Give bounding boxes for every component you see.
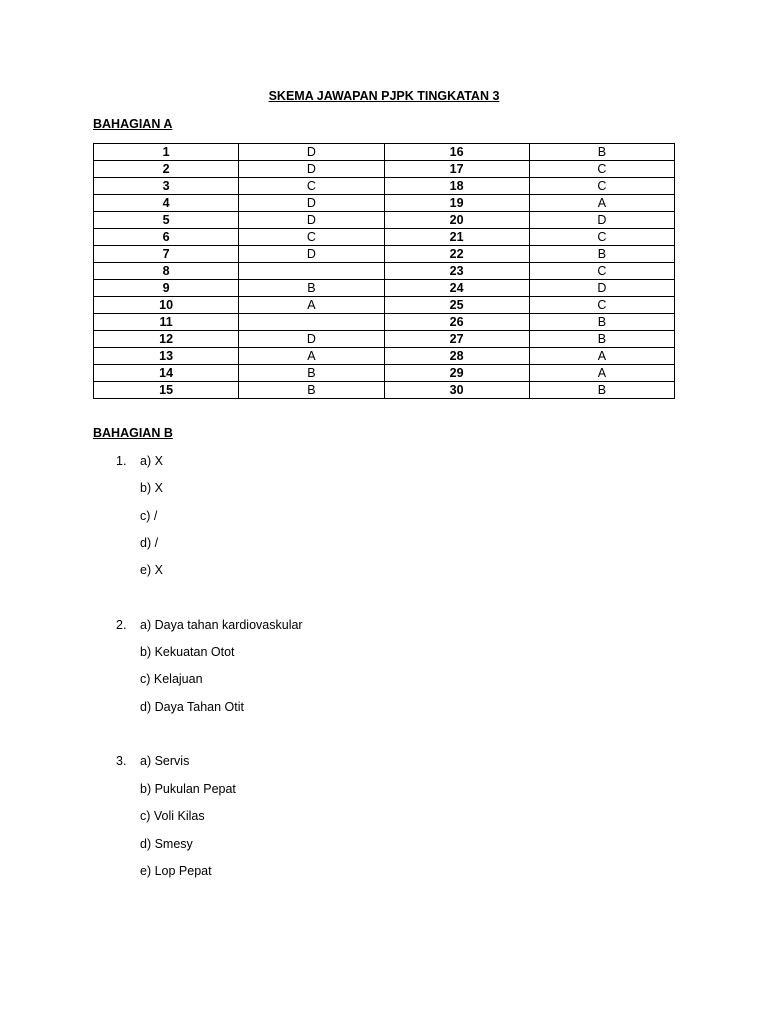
table-row	[94, 195, 675, 212]
question-number-cell: 7	[94, 246, 239, 263]
question-number-cell: 1	[94, 144, 239, 161]
answer-cell: D	[239, 195, 384, 212]
answer-item: c) /	[140, 509, 158, 523]
question-number-cell: 6	[94, 229, 239, 246]
page-title: SKEMA JAWAPAN PJPK TINGKATAN 3	[268, 89, 500, 103]
answer-item: b) X	[140, 481, 163, 495]
table-row	[94, 314, 675, 331]
question-number-cell: 30	[384, 382, 529, 399]
question-number-cell: 16	[384, 144, 529, 161]
answer-cell: A	[239, 348, 384, 365]
answer-cell: B	[529, 331, 674, 348]
answer-item: a) Daya tahan kardiovaskular	[140, 618, 303, 632]
answer-item: e) Lop Pepat	[140, 864, 212, 878]
answer-cell: D	[529, 212, 674, 229]
answer-cell: B	[239, 382, 384, 399]
answer-cell: A	[239, 297, 384, 314]
table-row	[94, 365, 675, 382]
table-row	[94, 229, 675, 246]
answer-cell: B	[529, 314, 674, 331]
answer-item: c) Voli Kilas	[140, 809, 205, 823]
question-number-cell: 4	[94, 195, 239, 212]
answer-item: a) X	[140, 454, 163, 468]
question-number-cell: 11	[94, 314, 239, 331]
answer-cell: A	[529, 348, 674, 365]
answer-cell: D	[239, 144, 384, 161]
table-row	[94, 161, 675, 178]
answer-item: b) Kekuatan Otot	[140, 645, 235, 659]
question-number-cell: 27	[384, 331, 529, 348]
table-row	[94, 331, 675, 348]
question-number-cell: 3	[94, 178, 239, 195]
table-row	[94, 212, 675, 229]
table-row	[94, 178, 675, 195]
answer-cell: A	[529, 365, 674, 382]
answer-cell: B	[529, 144, 674, 161]
table-row	[94, 382, 675, 399]
answer-key-table	[93, 143, 675, 399]
question-number-cell: 15	[94, 382, 239, 399]
answer-item: d) /	[140, 536, 159, 550]
question-number-cell: 8	[94, 263, 239, 280]
answer-item: d) Daya Tahan Otit	[140, 700, 244, 714]
question-number-cell: 29	[384, 365, 529, 382]
answer-cell: B	[239, 280, 384, 297]
section-b-heading: BAHAGIAN B	[93, 426, 173, 440]
answer-cell: A	[529, 195, 674, 212]
question-number-cell: 18	[384, 178, 529, 195]
question-number-cell: 21	[384, 229, 529, 246]
question-number-cell: 28	[384, 348, 529, 365]
answer-cell: C	[529, 229, 674, 246]
answer-cell: D	[239, 161, 384, 178]
question-number-cell: 23	[384, 263, 529, 280]
answer-cell: C	[529, 297, 674, 314]
table-row	[94, 348, 675, 365]
question-number: 2.	[116, 618, 127, 632]
question-number: 1.	[116, 454, 127, 468]
answer-cell: B	[529, 382, 674, 399]
question-number-cell: 5	[94, 212, 239, 229]
answer-cell: C	[529, 161, 674, 178]
question-number-cell: 12	[94, 331, 239, 348]
answer-cell: D	[239, 246, 384, 263]
question-number-cell: 14	[94, 365, 239, 382]
answer-item: a) Servis	[140, 754, 190, 768]
question-number-cell: 20	[384, 212, 529, 229]
question-number-cell: 26	[384, 314, 529, 331]
question-number-cell: 25	[384, 297, 529, 314]
answer-cell: C	[529, 178, 674, 195]
table-row	[94, 246, 675, 263]
answer-item: b) Pukulan Pepat	[140, 782, 236, 796]
question-number-cell: 9	[94, 280, 239, 297]
table-row	[94, 280, 675, 297]
answer-cell: B	[239, 365, 384, 382]
question-number-cell: 22	[384, 246, 529, 263]
question-number-cell: 19	[384, 195, 529, 212]
question-number-cell: 24	[384, 280, 529, 297]
answer-cell: C	[239, 229, 384, 246]
table-row	[94, 297, 675, 314]
answer-cell	[239, 263, 384, 280]
answer-cell: D	[239, 212, 384, 229]
answer-cell	[239, 314, 384, 331]
question-number-cell: 13	[94, 348, 239, 365]
section-a-heading: BAHAGIAN A	[93, 117, 173, 131]
table-row	[94, 263, 675, 280]
answer-cell: D	[529, 280, 674, 297]
table-row	[94, 144, 675, 161]
answer-cell: C	[239, 178, 384, 195]
question-number: 3.	[116, 754, 127, 768]
answer-cell: C	[529, 263, 674, 280]
answer-item: d) Smesy	[140, 837, 193, 851]
answer-item: e) X	[140, 563, 163, 577]
answer-cell: D	[239, 331, 384, 348]
answer-item: c) Kelajuan	[140, 672, 203, 686]
question-number-cell: 2	[94, 161, 239, 178]
answer-cell: B	[529, 246, 674, 263]
question-number-cell: 10	[94, 297, 239, 314]
question-number-cell: 17	[384, 161, 529, 178]
